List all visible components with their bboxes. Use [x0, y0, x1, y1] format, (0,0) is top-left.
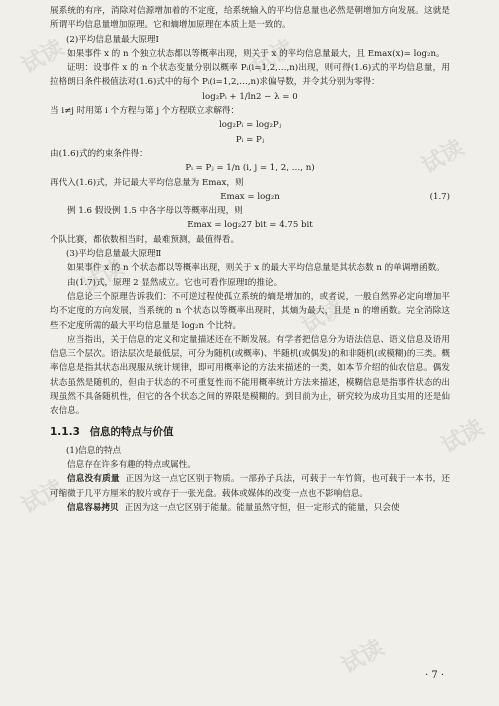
paragraph-intro: 展系统的有序，消除对信源增加着的不定度，给系统输入的平均信息量也必然是朝增加方向发展。这就是所谓平均信息量增加原理。它和熵增加原理在本质上是一致的。: [50, 6, 450, 31]
section-title: 信息的特点与价值: [89, 425, 174, 438]
watermark: 试读: [17, 35, 69, 80]
text-eq17: 由(1.7)式，原理 2 显然成立。它也可看作原理Ⅰ的推论。: [67, 277, 283, 288]
feature-no-mass-text: 正因为这一点它区别于物质。一部孙子兵法，可载于一车竹简，也可载于一本书，还可缩微于几平方厘米的胶片或存于一张光盘。载体或媒体的改变一点也不影响信息。: [50, 474, 450, 499]
principle-2-text: 如果事件 x 的 n 个状态都以等概率出现，则关于 x 的最大平均信息量是其状态数 n 的单调增函数。: [67, 263, 445, 274]
feature-copy-head: 信息容易拷贝: [67, 502, 119, 513]
example-after-text: 个队比赛，都依数相当时，最难预测，最值得看。: [50, 234, 240, 245]
equation-log-equal: log₂Pᵢ = log₂Pⱼ: [219, 120, 281, 131]
section-heading: [50, 424, 450, 439]
principle-1-text: 如果事件 x 的 n 个独立状态都以等概率出现，则关于 x 的平均信息量最大，且 Emax(x)= log₂n。: [67, 48, 445, 59]
text-when-ij: 当 i≠j 时用第 i 个方程与第 j 个方程联立求解得：: [50, 106, 240, 117]
subsection-title: (1)信息的特点: [66, 445, 122, 456]
page-body: [50, 4, 450, 515]
feature-copy-text: 正因为这一点它区别于能量。能量虽然守恒，但一定形式的能量，只会使: [124, 502, 400, 513]
text-three-principles: 信息论三个原理告诉我们：不可逆过程使孤立系统的熵是增加的，或者说，一般自然界必定向增加平均不定度的方向发展，当系统的 n 个状态以等概率出现时，其熵为最大，且是 n 的增函数。完全消除这些不定度所需的最大平均信息量是 log₂n 个比特。: [50, 291, 450, 331]
proof-text: 证明：设事件 x 的 n 个状态变量分别以概率 Pᵢ(i=1,2,…,n)出现，则可得(1.6)式的平均信息量，用拉格朗日条件极值法对(1.6)式中的每个 Pᵢ(i=1,2,…,n)求偏导数，并令其分别为零得：: [50, 63, 450, 88]
equation-p-value: Pᵢ = Pⱼ = 1/n (i, j = 1, 2, …, n): [185, 163, 315, 174]
equation-p-equal: Pᵢ = Pⱼ: [235, 134, 265, 145]
example-text: 例 1.6 假设例 1.5 中各字母以等概率出现，则: [67, 206, 243, 217]
feature-no-mass: [50, 472, 450, 501]
page-number: · 7 ·: [425, 670, 445, 681]
equation-lagrange: log₂Pᵢ + 1/ln2 − λ = 0: [202, 91, 298, 102]
watermark: 试读: [247, 35, 299, 80]
watermark: 试读: [417, 135, 469, 180]
text-substitute: 再代入(1.6)式，并记最大平均信息量为 Emax，则: [50, 177, 244, 188]
equation-example: Emax = log₂27 bit = 4.75 bit: [187, 220, 313, 231]
equation-emax-body: Emax = log₂n: [220, 191, 280, 202]
watermark: 试读: [17, 475, 69, 520]
section-number: 1.1.3: [50, 425, 80, 438]
equation-emax: [50, 190, 450, 204]
subsection-intro: 信息存在许多有趣的特点或属性。: [67, 459, 196, 470]
watermark: 试读: [297, 295, 349, 340]
text-semantic: 应当指出，关于信息的定义和定量描述还在不断发展。有学者把信息分为语法信息、语义信息及语用信息三个层次。语法层次是最低层，可分为随机(或概率)、半随机(或偶发)的和非随机(或模糊)的三类。概率信息是指其状态出现服从统计规律，即可用概率论的方法来描述的一类，如本节介绍的仙农信息。偶发状态虽然是随机的，但由于状态的不可重复性而不能用概率统计方法来描述，模糊信息是指事件状态的出现虽然不具备随机性，但它的各个状态之间的界限是模糊的。到目前为止，研究较为成功且实用的还是仙农信息。: [50, 334, 450, 417]
watermark: 试读: [77, 255, 129, 300]
principle-1-title: (2)平均信息量最大原理Ⅰ: [66, 34, 159, 45]
watermark: 试读: [437, 415, 489, 460]
principle-2-title: (3)平均信息量最大原理Ⅱ: [66, 249, 162, 260]
feature-no-mass-head: 信息没有质量: [67, 474, 120, 485]
equation-number: (1.7): [429, 191, 450, 202]
feature-copy: [50, 501, 450, 515]
watermark: 试读: [337, 635, 389, 680]
text-constraint: 由(1.6)式的约束条件得：: [50, 148, 148, 159]
